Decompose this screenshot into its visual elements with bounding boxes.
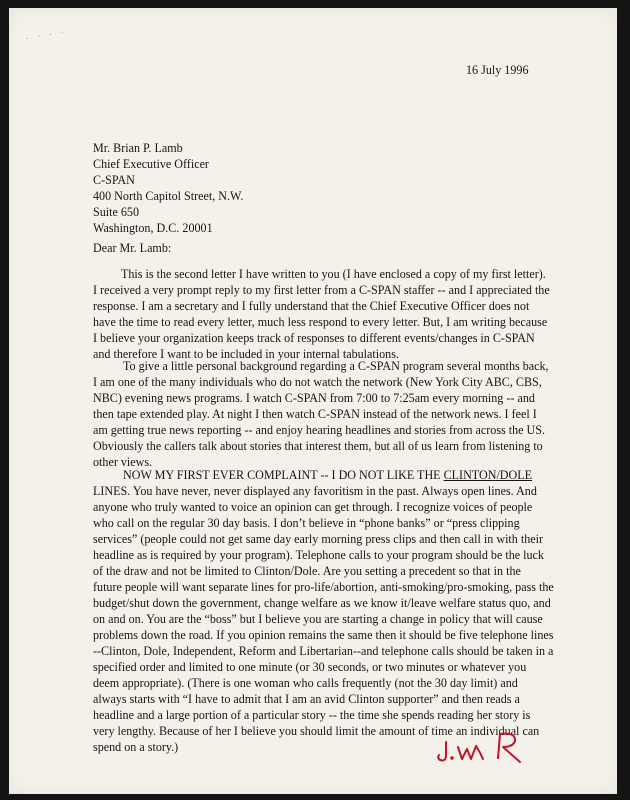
recipient-address [93,140,243,236]
address-line: C-SPAN [93,173,135,187]
letter-date: 16 July 1996 [466,63,529,77]
address-line: Suite 650 [93,205,140,219]
paragraph-line: anyone who truly wanted to voice an opinion can get through. I recognize voices of people [93,500,533,514]
paragraph-line: other views. [93,455,153,469]
paragraph-line: This is the second letter I have written to you (I have enclosed a copy of my first letter). [121,267,546,281]
clinton-dole-underlined: CLINTON/DOLE [443,468,533,482]
paragraph-line: --Clinton, Dole, Independent, Reform and Libertarian--and telephone calls should be taken in a [93,644,554,658]
signature-stroke-connector [476,746,483,759]
address-line: Mr. Brian P. Lamb [93,141,183,155]
paragraph-2 [93,358,549,470]
paragraph-line: To give a little personal background regarding a C-SPAN program several months back, [123,359,549,373]
signature-stroke-r [498,734,520,762]
paragraph-line: on and on. You are the “boss” but I believe you are starting a change in policy that will cause [93,612,543,626]
paragraph-line: future people will want separate lines for pro-life/abortion, anti-smoking/pro-smoking, pass the [93,580,554,594]
paragraph-line: Obviously the callers talk about stories that interest them, but all of us learn from listening to [93,439,543,453]
address-line: Washington, D.C. 20001 [93,221,213,235]
paragraph-line: services” (people could not get same day early morning press clips and then call in with their [93,532,544,546]
signature-stroke-j [438,742,446,760]
paragraph-line: I am one of the many individuals who do not watch the network (New York City ABC, CBS, [93,375,542,389]
signature-stroke-w [458,746,476,759]
paragraph-line: have the time to read every letter, much less respond to every letter. But, I am writing because [93,315,548,329]
paragraph-line: specified order and limited to one minute (or 30 seconds, or two minutes or whatever you [93,660,527,674]
paragraph-3 [93,467,554,755]
paragraph-1 [93,266,550,362]
salutation: Dear Mr. Lamb: [93,241,172,255]
scan-specks-decoration: · · · · [25,28,68,43]
paragraph-line: who call on the regular 30 day basis. I don’t believe in “phone banks” or “press clipping [93,516,520,530]
paragraph-line: I received a very prompt reply to my first letter from a C-SPAN staffer -- and I appreciated the [93,283,550,297]
paragraph-line: response. I am a secretary and I fully understand that the Chief Executive Officer does not [93,299,530,313]
paragraph-line: deem appropriate). (There is one woman who calls frequently (not the 30 day limit) and [93,676,518,690]
address-line: 400 North Capitol Street, N.W. [93,189,244,203]
paragraph-first-line [93,467,554,483]
paragraph-line: then tape extended play. At night I then watch C-SPAN instead of the network news. I feel I [93,407,537,421]
paragraph-line: LINES. You have never, never displayed any favoritism in the past. Always open lines. And [93,484,537,498]
signature-stroke-dot [451,757,453,759]
paragraph-line: of the draw and not be limited to Clinton/Dole. Are you setting a precedent so that in the [93,564,521,578]
paragraph-line: always starts with “I have to admit that I am an avid Clinton supporter” and then reads a [93,692,520,706]
paragraph-line: problems down the road. If you opinion remains the same then it should be five telephone lines [93,628,554,642]
paragraph-line: very lengthy. Because of her I believe you should limit the amount of time an individual can [93,724,540,738]
paragraph-line: I believe your organization keeps track of responses to different events/changes in C-SPAN [93,331,535,345]
paragraph-line: headline and a large portion of a particular story -- the time she spends reading her story is [93,708,531,722]
complaint-heading: NOW MY FIRST EVER COMPLAINT -- I DO NOT LIKE THE [123,468,444,482]
paragraph-line: and therefore I want to be included in your internal tabulations. [93,347,399,361]
paragraph-line: am getting true news reporting -- and enjoy hearing headlines and stories from across the US. [93,423,546,437]
address-line: Chief Executive Officer [93,157,209,171]
paragraph-line: budget/shut down the government, change welfare as we know it/leave welfare status quo, and [93,596,551,610]
handwritten-signature [432,722,542,770]
paragraph-line: NBC) evening news programs. I watch C-SPAN from 7:00 to 7:25am every morning -- and [93,391,535,405]
paragraph-line: headline as is required by your program). Telephone calls to your program should be the luck [93,548,544,562]
paragraph-line: spend on a story.) [93,740,179,754]
